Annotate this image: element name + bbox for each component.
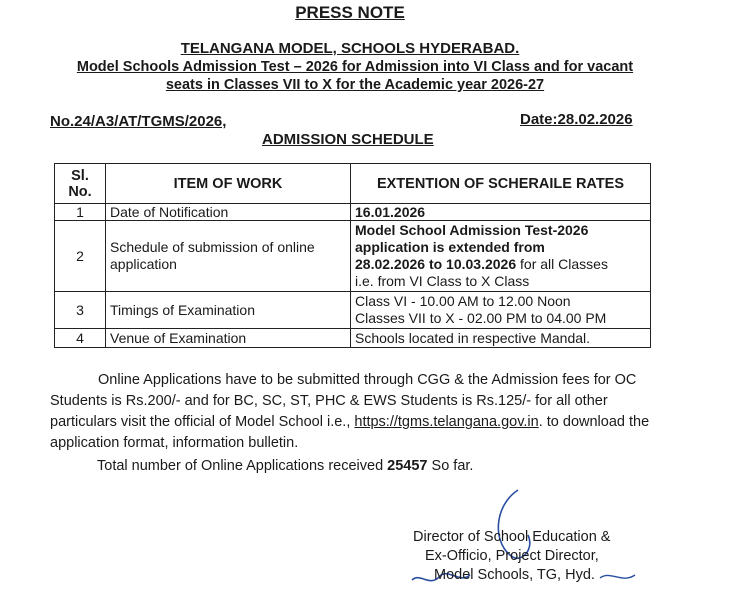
header-item-of-work: ITEM OF WORK: [106, 164, 351, 204]
signatory-title-3: Model Schools, TG, Hyd.: [434, 567, 595, 583]
row-value-line: i.e. from VI Class to X Class: [355, 273, 530, 289]
row-sl: 3: [55, 292, 106, 329]
header-sl-label: Sl.: [71, 167, 89, 184]
row-sl: 4: [55, 329, 106, 348]
table-row: [55, 292, 651, 329]
total-count: 25457: [387, 458, 428, 474]
table-row: [55, 329, 651, 348]
row-sl: 1: [55, 204, 106, 221]
organization-heading: TELANGANA MODEL, SCHOOLS HYDERABAD.: [180, 40, 520, 57]
row-item: Date of Notification: [106, 204, 351, 221]
row-value-line: application is extended from: [355, 239, 545, 255]
row-value: [351, 292, 651, 329]
total-suffix: So far.: [427, 458, 474, 474]
row-value-line: Class VI - 10.00 AM to 12.00 Noon: [355, 293, 571, 309]
header-extension: EXTENTION OF SCHERAILE RATES: [351, 164, 651, 204]
applications-total: [97, 458, 473, 474]
row-sl: 2: [55, 221, 106, 292]
document-date: Date:28.02.2026: [520, 111, 633, 128]
page-title: PRESS NOTE: [295, 3, 405, 22]
website-link[interactable]: https://tgms.telangana.gov.in: [354, 414, 539, 430]
subject-line-2: seats in Classes VII to X for the Academic year 2026-27: [165, 77, 545, 93]
row-item: Timings of Examination: [106, 292, 351, 329]
reference-number: No.24/A3/AT/TGMS/2026,: [50, 113, 227, 130]
admission-schedule-table: [54, 163, 651, 348]
signatory-title-2: Ex-Officio, Project Director,: [425, 548, 599, 564]
header-sl-no: [55, 164, 106, 204]
signatory-title-1: Director of School Education &: [413, 529, 611, 545]
paragraph-text-1: Online Applications have to be submitted through CGG & the Admission fees for OC Students is Rs.200/- and for BC, SC, ST, PHC & EWS Students is Rs.125/- for all other particulars visit the official of Model School i.e.,: [50, 372, 637, 430]
row-value: [351, 221, 651, 292]
table-row: [55, 221, 651, 292]
row-item: Schedule of submission of online application: [106, 221, 351, 292]
table-row: [55, 204, 651, 221]
subject-heading: [50, 58, 660, 94]
row-item: Venue of Examination: [106, 329, 351, 348]
row-value-line: [355, 256, 646, 273]
schedule-heading: ADMISSION SCHEDULE: [262, 131, 434, 148]
extended-dates: 28.02.2026 to 10.03.2026: [355, 256, 517, 272]
signature-block: [413, 528, 610, 585]
extended-dates-suffix: for all Classes: [516, 256, 608, 272]
row-value-line: Model School Admission Test-2026: [355, 222, 589, 238]
header-no-label: No.: [68, 183, 92, 200]
total-prefix: Total number of Online Applications received: [97, 458, 388, 474]
row-value-line: Classes VII to X - 02.00 PM to 04.00 PM: [355, 310, 607, 326]
instructions-paragraph: [50, 370, 670, 454]
row-value: Schools located in respective Mandal.: [351, 329, 651, 348]
row-value: 16.01.2026: [351, 204, 651, 221]
paragraph-text-2: . to download the application format, information bulletin.: [50, 414, 650, 451]
subject-line-1: Model Schools Admission Test – 2026 for Admission into VI Class and for vacant: [76, 59, 634, 75]
table-header-row: [55, 164, 651, 204]
